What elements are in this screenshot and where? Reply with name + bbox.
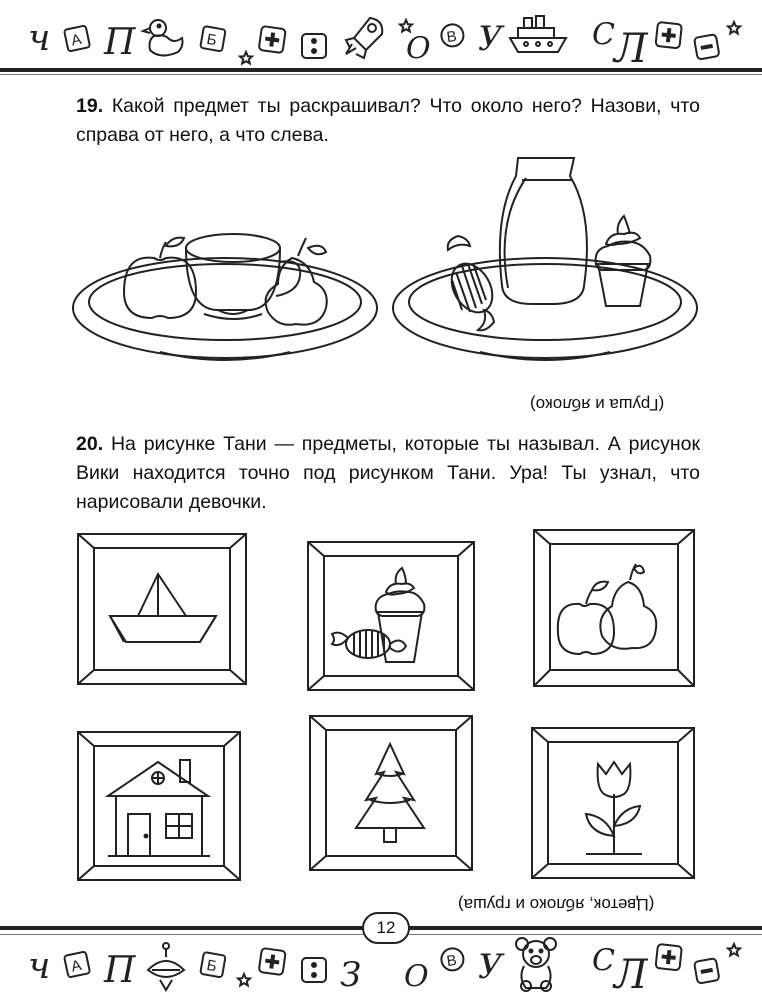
task-20-number: 20. xyxy=(76,433,104,455)
letter-block-be-bottom xyxy=(200,952,225,977)
candy-icon xyxy=(443,236,500,330)
task-19-text xyxy=(76,92,700,150)
decor-letter-che-bottom: ч xyxy=(28,946,51,987)
svg-text:Б: Б xyxy=(205,30,218,50)
star-icon-bottom-2 xyxy=(728,944,740,956)
decor-letter-pe: П xyxy=(104,22,136,63)
svg-text:В: В xyxy=(445,27,458,47)
decor-letter-es: С xyxy=(592,17,615,52)
plus-block-icon-bottom xyxy=(259,948,286,975)
star-icon-bottom xyxy=(238,974,250,986)
top-divider-line xyxy=(0,68,762,72)
ice-cream-cone-icon xyxy=(376,568,425,662)
star-icon-2 xyxy=(400,20,412,32)
picture-frame-tree xyxy=(308,714,474,872)
svg-text:В: В xyxy=(445,951,458,971)
picture-frame-apple-pear xyxy=(532,528,696,688)
right-plate xyxy=(393,258,697,360)
svg-text:А: А xyxy=(69,30,84,50)
task-19-illustration xyxy=(70,150,720,370)
spinning-top-icon xyxy=(148,943,184,990)
ship-icon xyxy=(510,16,566,52)
letter-block-ve xyxy=(440,23,465,48)
house-icon xyxy=(108,760,210,856)
task-19-question: Какой предмет ты раскрашивал? Что около него? Назови, что справа от него, а что слева. xyxy=(76,95,700,146)
minus-block-icon xyxy=(694,34,719,59)
task-20-text xyxy=(76,430,700,517)
plus-block-icon-bottom-2 xyxy=(655,944,681,970)
pear-drawing-icon xyxy=(600,564,656,649)
minus-block-icon-bottom xyxy=(694,958,719,983)
vase-icon xyxy=(500,158,587,304)
decor-letter-es-bottom: С xyxy=(592,943,615,978)
duck-icon xyxy=(143,20,183,56)
star-icon-3 xyxy=(728,22,740,34)
svg-text:Б: Б xyxy=(205,956,218,976)
dice-icon-bottom xyxy=(302,958,326,982)
plus-block-icon xyxy=(259,26,286,53)
decor-letter-pe-bottom: П xyxy=(104,950,136,991)
svg-text:А: А xyxy=(69,956,84,976)
top-decor-strip xyxy=(0,0,762,68)
decor-letter-el-bottom: Л xyxy=(614,952,648,996)
letter-block-a xyxy=(64,25,90,51)
fir-tree-icon xyxy=(356,744,424,842)
picture-frame-boat xyxy=(76,532,248,686)
task-19-answer-inverted: (Груша и яблоко) xyxy=(530,395,665,414)
top-divider-line-thin xyxy=(0,74,762,75)
tulip-flower-icon xyxy=(586,762,642,854)
task-20-answer-inverted: (Цветок, яблоко и груша) xyxy=(458,895,655,914)
plus-block-icon-2 xyxy=(655,22,681,48)
picture-frame-flower xyxy=(530,726,696,880)
decor-letter-o: О xyxy=(406,31,431,66)
paper-boat-icon xyxy=(110,574,216,642)
decor-letter-che: ч xyxy=(28,18,51,59)
teddy-bear-icon xyxy=(516,938,556,991)
task-20-question: На рисунке Тани — предметы, которые ты называл. А рисунок Вики находится точно под рисунком Тани. Ура! Ты узнал, что нарисовали девочки. xyxy=(76,433,700,513)
dice-icon xyxy=(302,34,326,58)
decor-letter-u: У xyxy=(478,19,503,59)
decor-letter-o-bottom: О xyxy=(404,959,429,994)
picture-frame-ice-cream xyxy=(306,540,476,692)
decor-letter-u-bottom: У xyxy=(478,947,503,987)
star-icon xyxy=(240,52,252,64)
page-number: 12 xyxy=(362,912,410,944)
decor-letter-el: Л xyxy=(614,26,648,68)
letter-block-ve-bottom xyxy=(440,947,465,972)
picture-frame-house xyxy=(76,730,242,882)
decor-letter-ze-bottom: З xyxy=(340,955,362,995)
task-19-number: 19. xyxy=(76,95,104,117)
rocket-icon xyxy=(346,18,382,58)
cup-icon xyxy=(186,234,300,319)
letter-block-a-bottom xyxy=(64,951,90,977)
apple-drawing-icon xyxy=(558,582,614,654)
pear-icon xyxy=(266,238,327,325)
wrapped-candy-icon xyxy=(332,630,406,658)
letter-block-be xyxy=(200,26,225,51)
